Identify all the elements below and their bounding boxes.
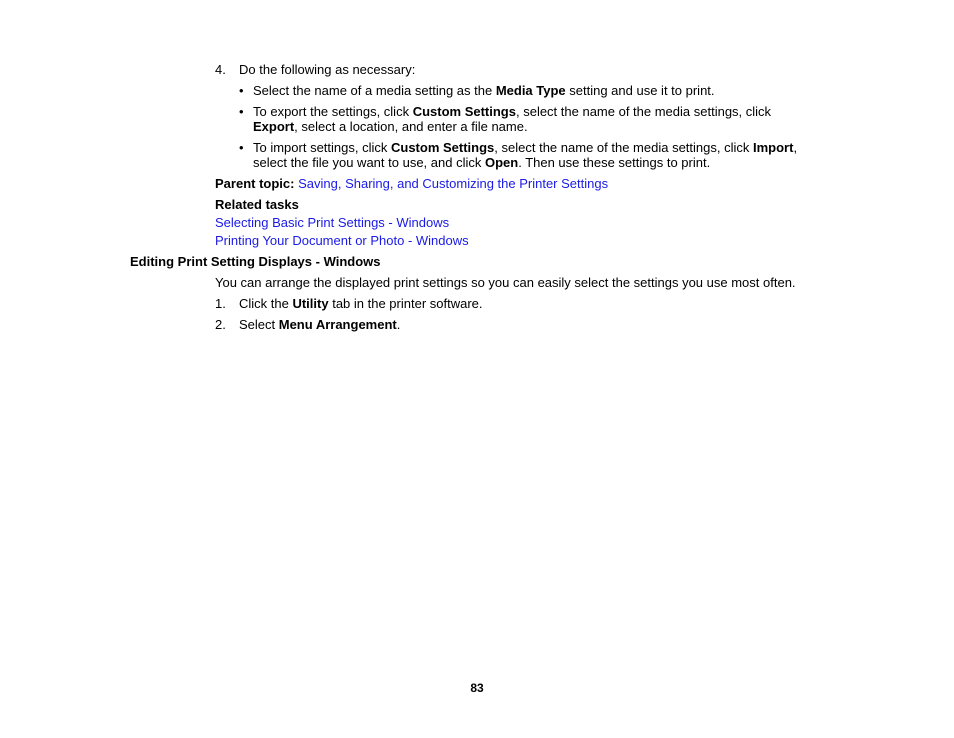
step-1 xyxy=(215,296,483,311)
text-run: , select the name of the media settings, click xyxy=(494,140,753,155)
bold-term: Media Type xyxy=(495,83,566,98)
step-number: 2. xyxy=(215,317,226,332)
heading-text: Related tasks xyxy=(215,197,299,212)
bullet-item xyxy=(239,83,715,98)
text-run: Select the name of a media setting as the xyxy=(253,83,496,98)
page-number xyxy=(0,681,954,696)
text-run: tab in the printer software. xyxy=(328,296,483,311)
parent-topic-link[interactable]: Saving, Sharing, and Customizing the Printer Settings xyxy=(298,176,609,191)
parent-topic xyxy=(215,176,608,191)
bullet-text xyxy=(253,140,797,155)
bold-term: Custom Settings xyxy=(391,140,495,155)
step-text xyxy=(239,296,483,311)
step-2 xyxy=(215,317,401,332)
text-run: setting and use it to print. xyxy=(565,83,715,98)
bold-term: Export xyxy=(253,119,295,134)
text-run: , select a location, and enter a file name. xyxy=(294,119,528,134)
bold-term: Menu Arrangement xyxy=(278,317,397,332)
section-intro: You can arrange the displayed print settings so you can easily select the settings you use most often. xyxy=(215,275,796,290)
text-run: To import settings, click xyxy=(253,140,391,155)
step-4 xyxy=(215,62,416,77)
step-number: 4. xyxy=(215,62,226,77)
bold-term: Import xyxy=(752,140,794,155)
text-run: , xyxy=(793,140,798,155)
text-run: . xyxy=(396,317,401,332)
text-run: Click the xyxy=(239,296,293,311)
bullet-text xyxy=(253,83,715,98)
text-run: Select xyxy=(239,317,279,332)
bullet-icon: • xyxy=(239,140,244,155)
step-text xyxy=(239,317,400,332)
bullet-continuation xyxy=(253,155,710,170)
step-number: 1. xyxy=(215,296,226,311)
bullet-item xyxy=(239,140,798,155)
related-task-link[interactable]: Selecting Basic Print Settings - Windows xyxy=(215,215,450,230)
parent-topic-label: Parent topic: xyxy=(215,176,295,191)
step-text: Do the following as necessary: xyxy=(239,62,416,77)
text-run: select the file you want to use, and click xyxy=(253,155,485,170)
bullet-icon: • xyxy=(239,104,244,119)
bullet-icon: • xyxy=(239,83,244,98)
related-task-link[interactable]: Printing Your Document or Photo - Windows xyxy=(215,233,469,248)
bullet-item xyxy=(239,104,772,119)
bullet-text xyxy=(253,104,771,119)
text-run: , select the name of the media settings, click xyxy=(515,104,772,119)
text-run: . Then use these settings to print. xyxy=(518,155,711,170)
bullet-continuation xyxy=(253,119,528,134)
bold-term: Utility xyxy=(292,296,329,311)
bold-term: Open xyxy=(484,155,519,170)
related-tasks-heading xyxy=(215,197,299,212)
section-title-text: Editing Print Setting Displays - Windows xyxy=(130,254,381,269)
page-number-text: 83 xyxy=(470,681,484,695)
section-title xyxy=(130,254,381,269)
text-run: To export the settings, click xyxy=(253,104,413,119)
bold-term: Custom Settings xyxy=(412,104,516,119)
